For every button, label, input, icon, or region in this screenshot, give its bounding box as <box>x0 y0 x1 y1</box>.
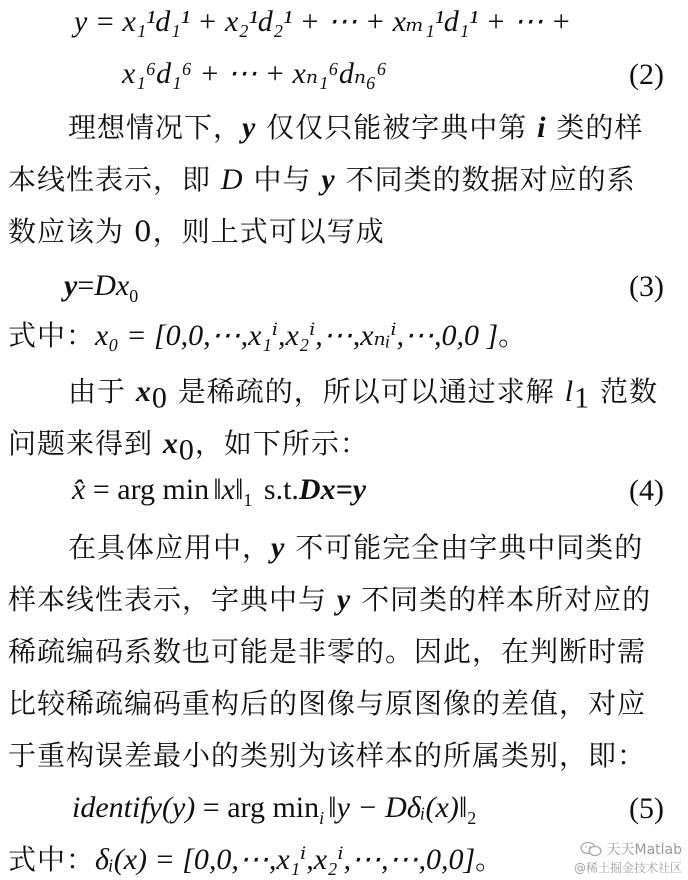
equation-3-number: (3) <box>629 270 664 303</box>
paragraph-1-line-1: 理想情况下，y 仅仅只能被字典中第 i 类的样 <box>68 111 644 144</box>
paragraph-1-line-2: 本线性表示，即 D 中与 y 不同类的数据对应的系 <box>8 163 636 196</box>
paragraph-2-line-2: 问题来得到 $x_0$，如下所示： <box>8 427 369 467</box>
paragraph-3-line-1: 在具体应用中，y 不可能完全由字典中同类的 <box>68 531 644 564</box>
watermark-line-1: 天天Matlab <box>606 842 682 858</box>
paragraph-1-line-3: 数应该为 0，则上式可以写成 <box>8 215 385 248</box>
equation-2-number: (2) <box>629 58 664 91</box>
watermark <box>574 839 682 876</box>
paragraph-3-line-5: 于重构误差最小的类别为该样本的所属类别，即： <box>8 739 647 772</box>
where-line-delta: 式中：δᵢ(x) = [0,0,⋯,x₁ⁱ,x₂ⁱ,⋯,⋯,0,0]。 <box>8 843 505 876</box>
equation-3: $y=Dx_0$ <box>64 269 139 306</box>
equation-5-number: (5) <box>629 792 664 825</box>
watermark-line-2: @稀土掘金技术社区 <box>573 861 682 875</box>
paragraph-3-line-2: 样本线性表示，字典中与 y 不同类的样本所对应的 <box>8 583 652 616</box>
where-line-x0: 式中：x₀ = [0,0,⋯,x₁ⁱ,x₂ⁱ,⋯,xₙᵢⁱ,⋯,0,0 ]。 <box>8 319 528 352</box>
equation-5: identify(y) = arg $\min_i$ ‖y − $D\delta ᵢ(x)‖_2$ <box>72 791 477 828</box>
paragraph-3-line-4: 比较稀疏编码重构后的图像与原图像的差值，对应 <box>8 687 647 720</box>
equation-4: x̂ = arg $\min ‖x‖_1$ s.t.Dx=y <box>72 473 367 510</box>
paragraph-2-line-1: 由于 $x_0$ 是稀疏的，所以可以通过求解 $l_1$ 范数 <box>68 375 658 415</box>
equation-2-line-1: y = x₁¹d₁¹ + x₂¹d₂¹ + ⋯ + xₘ₁¹d₁¹ + ⋯ + <box>74 5 572 38</box>
equation-2-line-2: x₁⁶d₁⁶ + ⋯ + xₙ₁⁶dₙ₆⁶ <box>122 57 387 90</box>
paragraph-3-line-3: 稀疏编码系数也可能是非零的。因此，在判断时需 <box>8 635 647 668</box>
wechat-icon <box>580 841 602 857</box>
equation-4-number: (4) <box>629 474 664 507</box>
